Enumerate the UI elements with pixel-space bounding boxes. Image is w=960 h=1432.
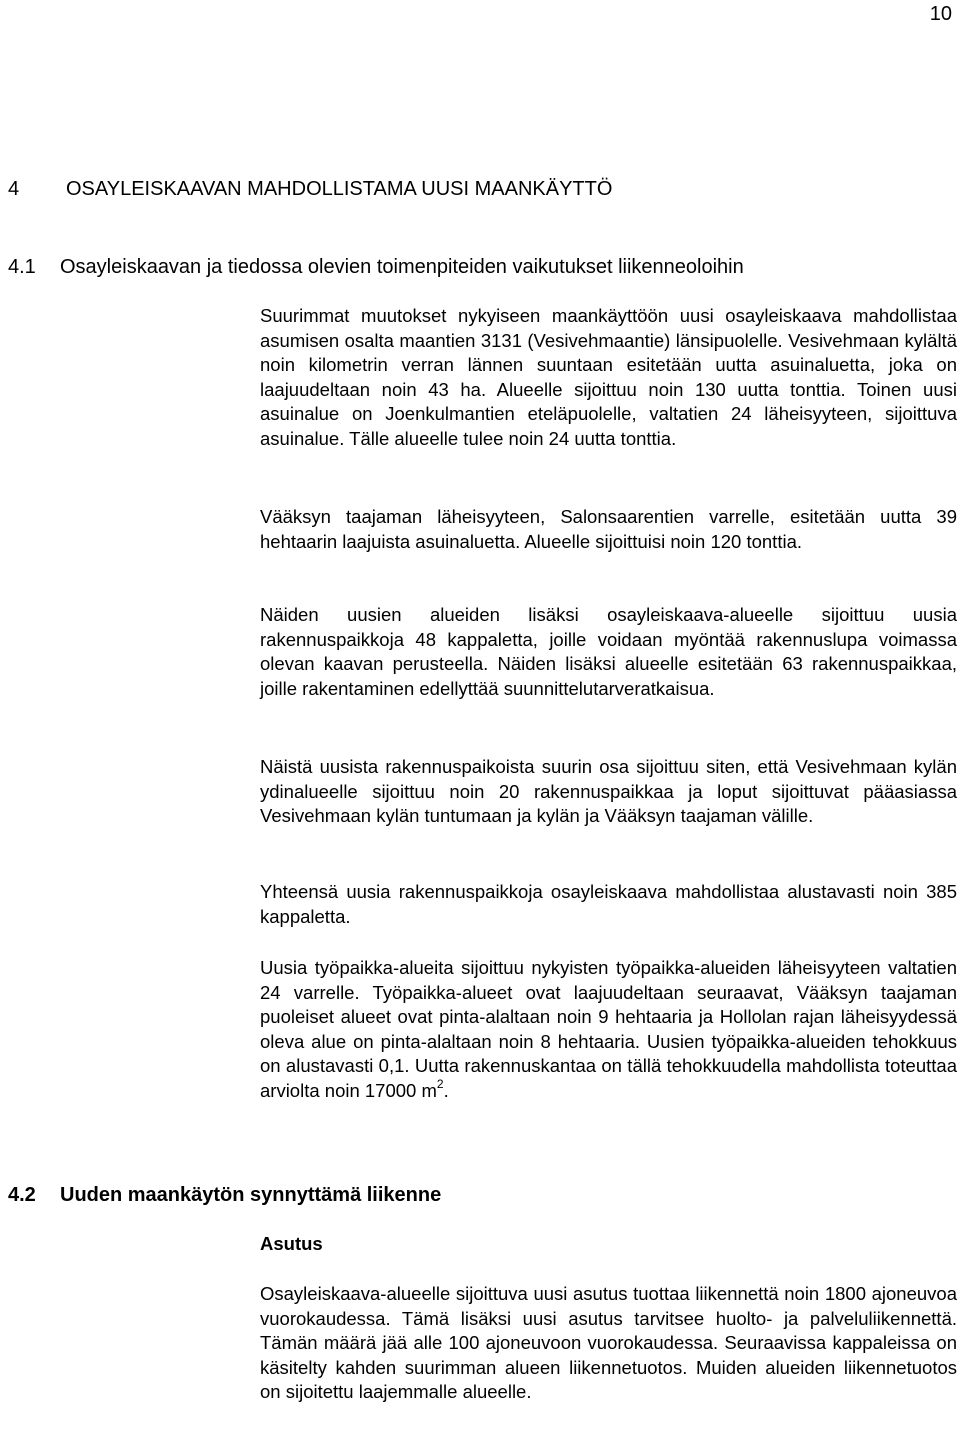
paragraph-residential-areas: [260, 304, 957, 452]
section-4-1-heading: [8, 253, 744, 281]
section-4-1-number: 4.1: [8, 256, 36, 278]
superscript-2: 2: [436, 1076, 444, 1091]
section-4-1-title: Osayleiskaavan ja tiedossa olevien toimenpiteiden vaikutukset liikenneoloihin: [60, 256, 744, 278]
paragraph-workplace-areas: [260, 956, 957, 1104]
paragraph-plot-locations: [260, 755, 957, 829]
paragraph-text: Näiden uusien alueiden lisäksi osayleiskaava-alueelle sijoittuu uusia rakennuspaikkoja 48 kappaletta, joille voidaan myöntää rakennuslupa voimassa olevan kaavan perusteella. Näiden lisäksi alueelle esitetään 63 rakennuspaikkaa, joille rakentaminen edellyttää suunnittelutarveratkaisua.: [260, 604, 957, 699]
section-4-2-number: 4.2: [8, 1184, 36, 1206]
paragraph-text: Suurimmat muutokset nykyiseen maankäyttöön uusi osayleiskaava mahdollistaa asumisen osalta maantien 3131 (Vesivehmaantie) länsipuolelle. Vesivehmaan kylältä noin kilometrin verran lännen suuntaan esitetään uutta asuinaluetta, joka on laajuudeltaan noin 43 ha. Alueelle sijoittuu noin 130 uutta tonttia. Toinen uusi asuinalue on Joenkulmantien eteläpuolelle, valtatien 24 läheisyyteen, sijoittuva asuinalue. Tälle alueelle tulee noin 24 uutta tonttia.: [260, 305, 957, 449]
paragraph-text: Vääksyn taajaman läheisyyteen, Salonsaarentien varrelle, esitetään uutta 39 hehtaarin laajuista asuinaluetta. Alueelle sijoittuisi noin 120 tonttia.: [260, 506, 957, 552]
paragraph-text: Yhteensä uusia rakennuspaikkoja osayleiskaava mahdollistaa alustavasti noin 385 kappaletta.: [260, 881, 957, 927]
section-4-title: OSAYLEISKAAVAN MAHDOLLISTAMA UUSI MAANKÄYTTÖ: [66, 178, 613, 200]
section-4-number: 4: [8, 178, 20, 200]
paragraph-text: [260, 956, 957, 1104]
section-4-2-heading: [8, 1181, 441, 1209]
page-number: 10: [929, 3, 952, 25]
paragraph-text: Näistä uusista rakennuspaikoista suurin osa sijoittuu siten, että Vesivehmaan kylän ydinalueelle sijoittuu noin 20 rakennuspaikkaa ja loput sijoittuvat pääasiassa Vesivehmaan kylän tuntumaan ja kylän ja Vääksyn taajaman välille.: [260, 756, 957, 827]
paragraph-text: Osayleiskaava-alueelle sijoittuva uusi asutus tuottaa liikennettä noin 1800 ajoneuvoa vuorokaudessa. Tämä lisäksi uusi asutus tarvitsee huolto- ja palveluliikennettä. Tämän määrä jää alle 100 ajoneuvoon vuorokaudessa. Seuraavissa kappaleissa on käsitelty kahden suurimman alueen liikennetuotos. Muiden alueiden liikennetuotos on sijoitettu laajemmalle alueelle.: [260, 1283, 957, 1403]
section-4-heading: [8, 175, 612, 203]
paragraph-vaaksy-area: [260, 505, 957, 554]
paragraph-traffic-generation: [260, 1282, 957, 1405]
subheading-asutus: Asutus: [260, 1233, 323, 1254]
paragraph-main-text: Uusia työpaikka-alueita sijoittuu nykyisten työpaikka-alueiden läheisyyteen valtatien 24 varrelle. Työpaikka-alueet ovat laajuudeltaan seuraavat, Vääksyn taajaman puoleiset alueet ovat pinta-alaltaan noin 9 hehtaaria ja Hollolan rajan läheisyydessä oleva alue on pinta-alaltaan noin 8 hehtaaria. Uusien työpaikka-alueiden tehokkuus on alustavasti 0,1. Uutta rakennuskantaa on tällä tehokkuudella mahdollista toteuttaa arviolta noin 17000 m: [260, 957, 957, 1101]
paragraph-end: .: [443, 1079, 449, 1101]
paragraph-building-plots: [260, 603, 957, 701]
section-4-2-title: Uuden maankäytön synnyttämä liikenne: [60, 1184, 442, 1206]
paragraph-total-plots: [260, 880, 957, 929]
